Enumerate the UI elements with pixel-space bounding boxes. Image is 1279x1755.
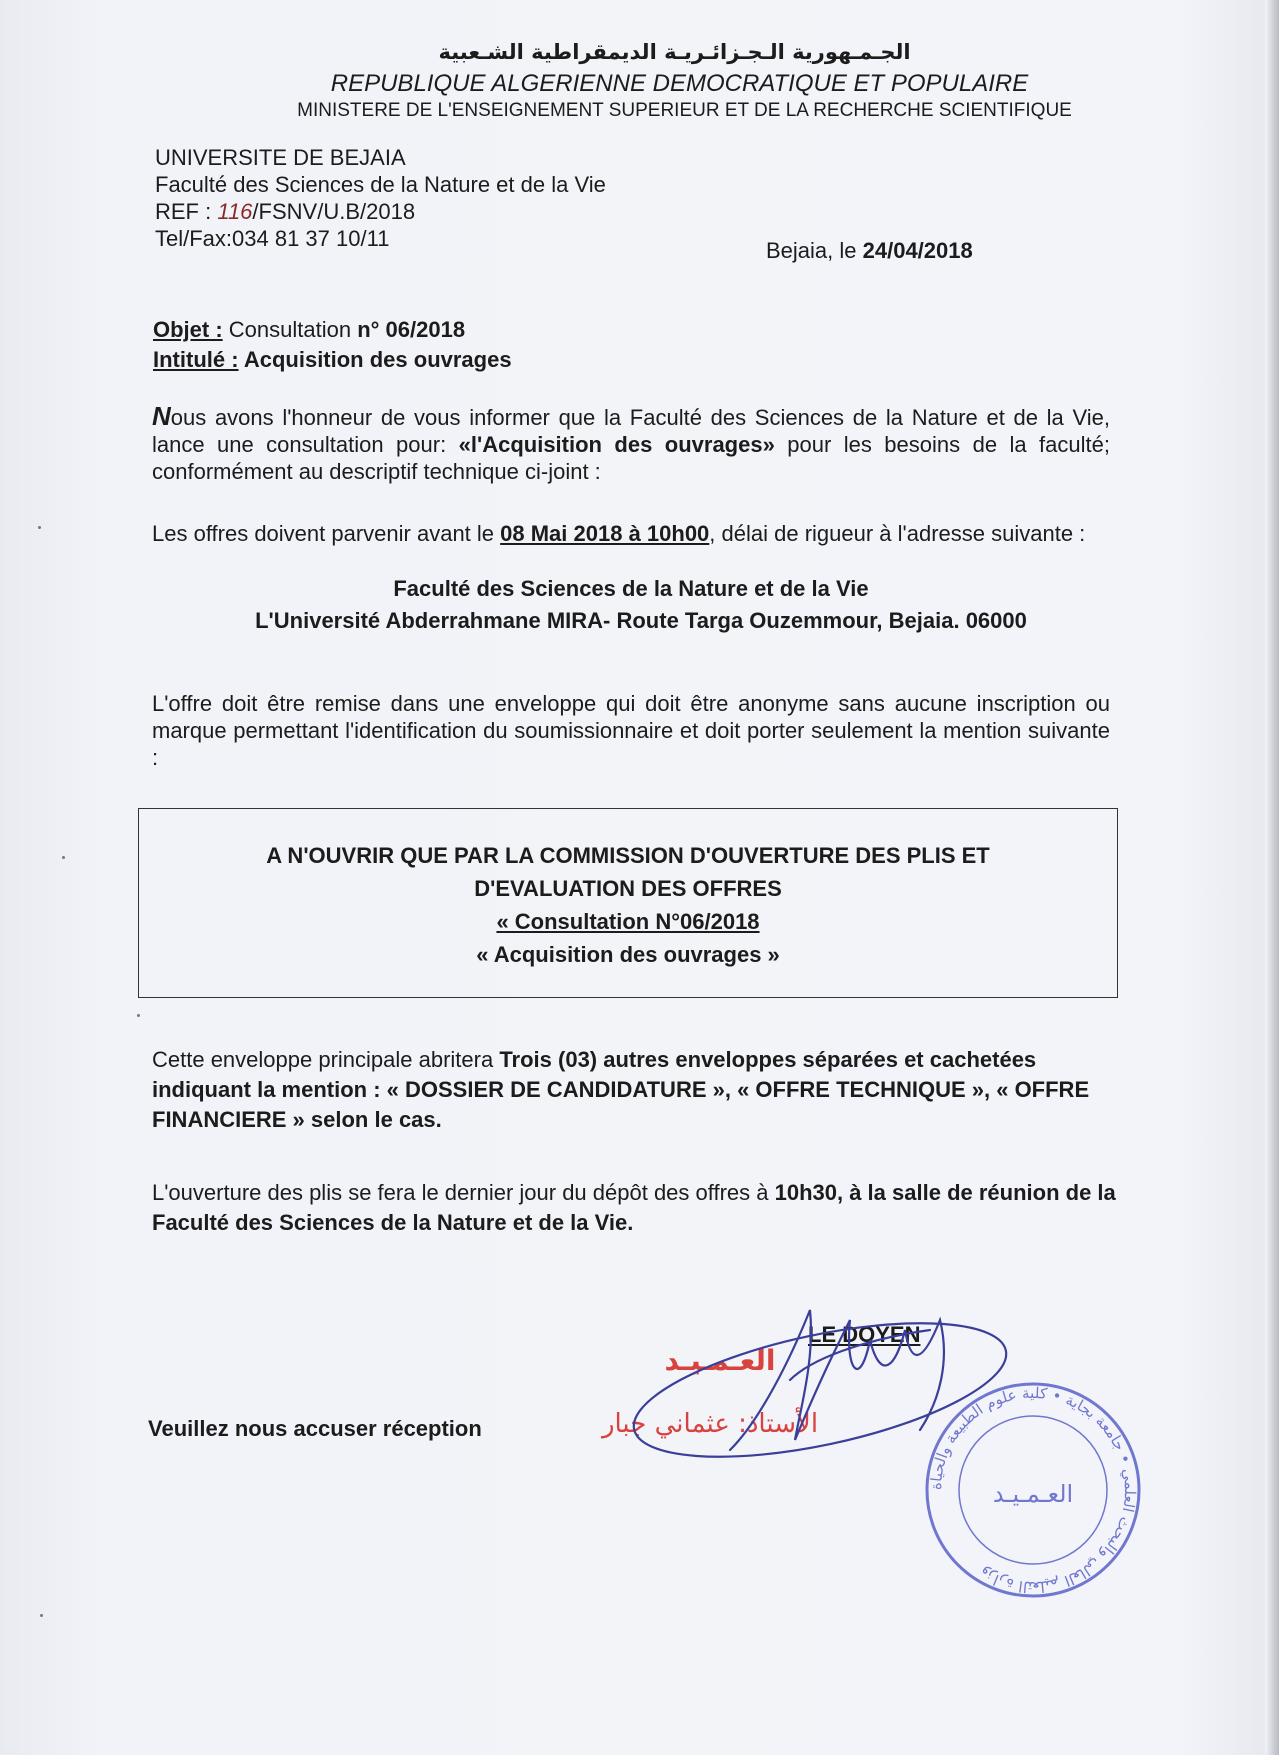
- p5-text-a: L'ouverture des plis se fera le dernier jour du dépôt des offres à: [152, 1180, 775, 1205]
- p1-text-a: ous avons l'honneur de vous informer que la Faculté des Sciences de la Nature et de la Vie, lance une consultation pour:: [152, 405, 1110, 457]
- intitule-label: Intitulé :: [153, 347, 239, 372]
- scan-speck: [40, 1614, 43, 1617]
- date-value: 24/04/2018: [862, 238, 973, 263]
- sender-block: [155, 144, 606, 252]
- stamp-center-text: العـمـيـد: [992, 1480, 1074, 1508]
- envelope-mention-box: [138, 808, 1118, 998]
- p1-text-b: pour les besoins de la faculté; conformément au descriptif technique ci-joint :: [152, 432, 1110, 484]
- box-line-4: « Acquisition des ouvrages »: [476, 942, 780, 967]
- paragraph-intro: [152, 403, 1110, 485]
- p2-text-a: Les offres doivent parvenir avant le: [152, 521, 501, 546]
- p4-bold: Trois (03) autres enveloppes séparées et cachetées indiquant la mention : « DOSSIER DE CANDIDATURE », « OFFRE TECHNIQUE », « OFFRE FINANCIERE » selon le cas.: [152, 1047, 1090, 1132]
- university-name: UNIVERSITE DE BEJAIA: [155, 145, 406, 170]
- intitule-line: [153, 345, 512, 375]
- signatory-title: LE DOYEN: [808, 1322, 921, 1347]
- box-line-3: « Consultation N°06/2018: [496, 909, 760, 934]
- scan-speck: [62, 856, 65, 859]
- address-line-2: L'Université Abderrahmane MIRA- Route Targa Ouzemmour, Bejaia. 06000: [255, 608, 1027, 633]
- red-dean-stamp: [600, 1344, 818, 1439]
- paragraph-inner-envelopes: [152, 1045, 1092, 1135]
- republic-title: REPUBLIQUE ALGERIENNE DEMOCRATIQUE ET POPULAIRE: [330, 70, 1029, 97]
- scan-speck: [38, 526, 41, 529]
- box-line-2: D'EVALUATION DES OFFRES: [474, 876, 782, 901]
- ref-label: REF :: [155, 199, 218, 224]
- round-university-stamp: [927, 1384, 1139, 1596]
- date-prefix: Bejaia, le: [766, 238, 863, 263]
- paragraph-envelope: L'offre doit être remise dans une enveloppe qui doit être anonyme sans aucune inscription ou marque permettant l'identification du soumissionnaire et doit porter seulement la mention suivante :: [152, 691, 1110, 770]
- letter-date: [766, 238, 973, 264]
- object-block: [153, 315, 512, 375]
- objet-line: [153, 315, 512, 345]
- p1-bold: «l'Acquisition des ouvrages»: [458, 432, 775, 457]
- red-stamp-name: الأستاذ: عثماني جبار: [601, 1409, 819, 1439]
- box-line-1: A N'OUVRIR QUE PAR LA COMMISSION D'OUVERTURE DES PLIS ET: [266, 843, 990, 868]
- p4-text-a: Cette enveloppe principale abritera: [152, 1047, 500, 1072]
- p5-bold: 10h30, à la salle de réunion de la Faculté des Sciences de la Nature et de la Vie.: [152, 1180, 1116, 1235]
- objet-label: Objet :: [153, 317, 223, 342]
- arabic-state-title: الجـمـهورية الـجـزائـريـة الديمقراطية الشـعبية: [438, 40, 911, 64]
- reference: [155, 198, 606, 225]
- address-line-1: Faculté des Sciences de la Nature et de la Vie: [393, 576, 869, 601]
- handwritten-signature: [623, 1300, 1018, 1483]
- p2-text-b: , délai de rigueur à l'adresse suivante :: [709, 521, 1086, 546]
- paragraph-deadline: [152, 520, 1110, 547]
- drop-cap: N: [152, 401, 171, 431]
- page-edge-shadow: [1265, 0, 1279, 1755]
- telfax: Tel/Fax:034 81 37 10/11: [155, 226, 390, 251]
- ref-number-handwritten: 116: [217, 199, 253, 224]
- scan-speck: [137, 1014, 140, 1017]
- deadline: 08 Mai 2018 à 10h00: [500, 521, 710, 546]
- intitule-text: Acquisition des ouvrages: [238, 347, 512, 372]
- paragraph-opening: [152, 1178, 1122, 1238]
- ministry-title: MINISTERE DE L'ENSEIGNEMENT SUPERIEUR ET DE LA RECHERCHE SCIENTIFIQUE: [297, 100, 1072, 121]
- red-stamp-title: العـمـيـد: [664, 1344, 776, 1377]
- objet-text: Consultation: [222, 317, 358, 342]
- faculty-name: Faculté des Sciences de la Nature et de la Vie: [155, 172, 606, 197]
- objet-number: n° 06/2018: [357, 317, 466, 342]
- ref-suffix: /FSNV/U.B/2018: [252, 199, 416, 224]
- stamp-ring-text: وزارة التعليم العالي والبحث العلمي • جامعة بجاية • كلية علوم الطبيعة والحياة: [926, 1383, 1140, 1597]
- acknowledge-request: Veuillez nous accuser réception: [148, 1416, 482, 1441]
- stamps-and-signature: [560, 1300, 1160, 1600]
